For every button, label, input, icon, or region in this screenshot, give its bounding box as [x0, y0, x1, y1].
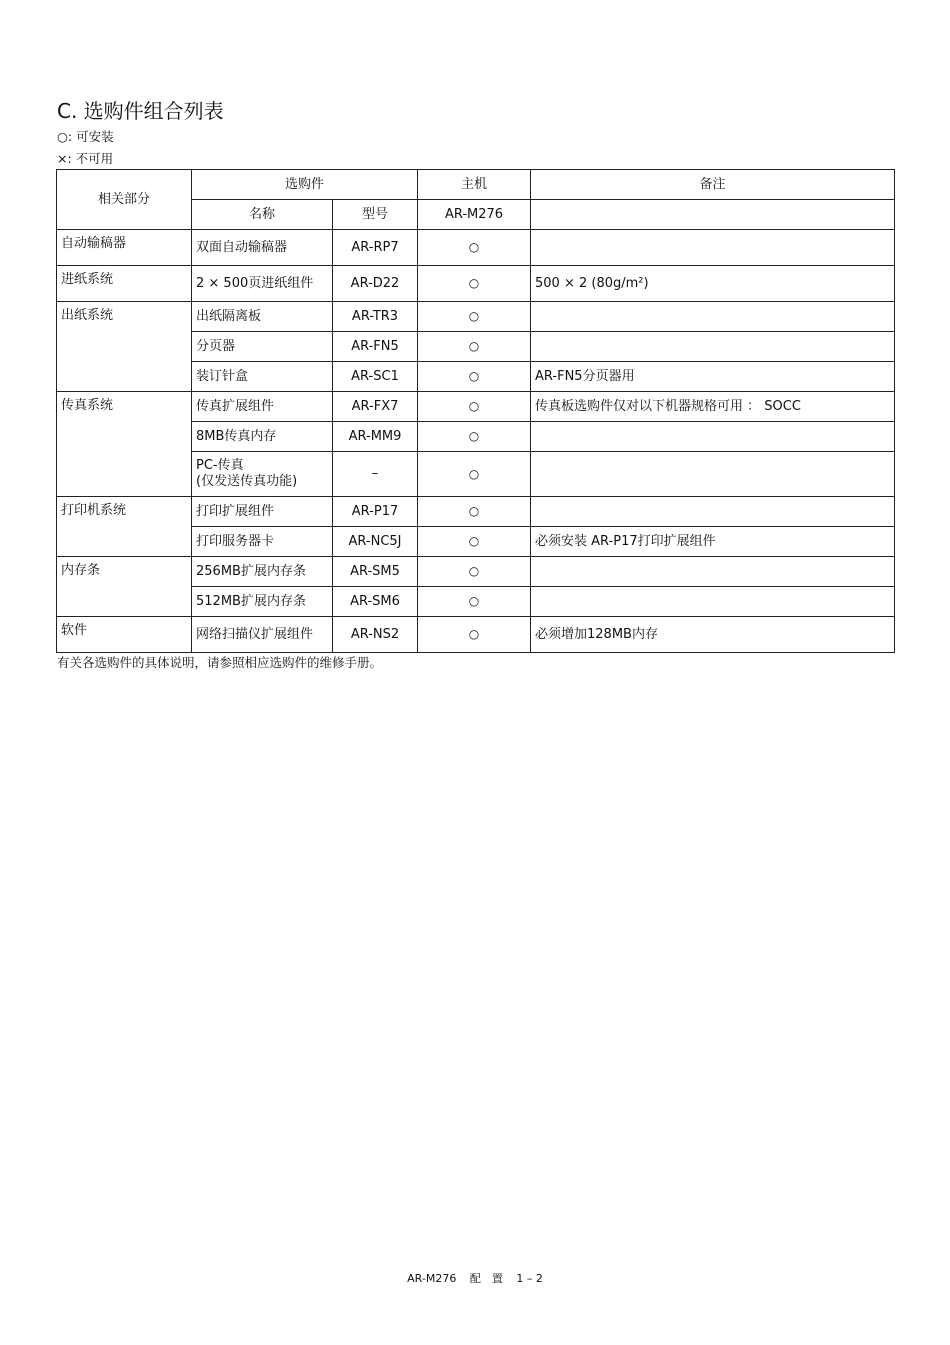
header-related-part: 相关部分	[57, 170, 192, 230]
table-row	[57, 557, 895, 587]
legend-text: : 不可用	[67, 151, 114, 166]
cell-availability	[418, 452, 531, 497]
cell-remark	[531, 557, 895, 587]
section-title: C. 选购件组合列表	[57, 99, 224, 123]
cell-availability	[418, 527, 531, 557]
installable-circle-icon: ○	[468, 627, 480, 641]
cell-option-name: 256MB扩展内存条	[192, 557, 333, 587]
cell-option-name	[192, 452, 333, 497]
installable-circle-icon: ○	[468, 504, 480, 518]
cell-availability	[418, 302, 531, 332]
table-row	[57, 302, 895, 332]
legend-unavailable	[57, 149, 113, 167]
cell-availability	[418, 266, 531, 302]
cell-model: AR-SM5	[333, 557, 418, 587]
cell-related-part: 软件	[57, 617, 192, 653]
cell-model: AR-NS2	[333, 617, 418, 653]
cell-remark: 必须安装 AR-P17打印扩展组件	[531, 527, 895, 557]
cell-option-name: 分页器	[192, 332, 333, 362]
cell-related-part: 进纸系统	[57, 266, 192, 302]
footnote: 有关各选购件的具体说明，请参照相应选购件的维修手册。	[57, 655, 383, 670]
cell-remark: AR-FN5分页器用	[531, 362, 895, 392]
cell-option-name: 2 × 500页进纸组件	[192, 266, 333, 302]
installable-circle-icon: ○	[468, 594, 480, 608]
cell-option-name: 网络扫描仪扩展组件	[192, 617, 333, 653]
cell-option-name: 传真扩展组件	[192, 392, 333, 422]
cell-availability	[418, 392, 531, 422]
footer-section: 配 置	[469, 1272, 503, 1285]
cell-remark	[531, 230, 895, 266]
cell-model: AR-P17	[333, 497, 418, 527]
installable-circle-icon: ○	[468, 564, 480, 578]
cell-availability	[418, 497, 531, 527]
cell-option-name: 512MB扩展内存条	[192, 587, 333, 617]
cell-availability	[418, 332, 531, 362]
cell-remark	[531, 332, 895, 362]
footer-page: 1 – 2	[516, 1272, 543, 1285]
legend-installable	[57, 127, 114, 145]
cell-related-part: 传真系统	[57, 392, 192, 497]
cell-option-name: 双面自动输稿器	[192, 230, 333, 266]
cell-remark: 500 × 2 (80g/m²)	[531, 266, 895, 302]
cell-model: AR-RP7	[333, 230, 418, 266]
cell-option-name: 8MB传真内存	[192, 422, 333, 452]
cell-remark: 传真板选购件仅对以下机器规格可用 ： SOCC	[531, 392, 895, 422]
cell-availability	[418, 422, 531, 452]
cell-model: AR-SC1	[333, 362, 418, 392]
options-table	[56, 169, 895, 653]
header-main-model: AR-M276	[418, 200, 531, 230]
header-main-unit: 主机	[418, 170, 531, 200]
cell-option-name: 打印服务器卡	[192, 527, 333, 557]
installable-circle-icon: ○	[468, 276, 480, 290]
cell-option-name: 出纸隔离板	[192, 302, 333, 332]
table-row	[57, 617, 895, 653]
cell-related-part: 出纸系统	[57, 302, 192, 392]
cell-availability	[418, 557, 531, 587]
installable-circle-icon: ○	[468, 429, 480, 443]
cell-availability	[418, 617, 531, 653]
cell-remark: 必须增加128MB内存	[531, 617, 895, 653]
page-footer	[0, 1270, 950, 1286]
cell-availability	[418, 587, 531, 617]
cell-availability	[418, 230, 531, 266]
cell-model: AR-MM9	[333, 422, 418, 452]
installable-circle-icon: ○	[468, 534, 480, 548]
installable-circle-icon: ○	[468, 240, 480, 254]
header-remarks-blank	[531, 200, 895, 230]
cell-availability	[418, 362, 531, 392]
cell-related-part: 打印机系统	[57, 497, 192, 557]
legend-symbol: ×	[57, 151, 68, 166]
installable-circle-icon: ○	[468, 399, 480, 413]
header-remarks: 备注	[531, 170, 895, 200]
option-name-line1: PC-传真	[196, 458, 244, 473]
table-row	[57, 497, 895, 527]
legend-text: : 可安装	[67, 129, 114, 144]
table-row	[57, 230, 895, 266]
cell-remark	[531, 422, 895, 452]
cell-remark	[531, 302, 895, 332]
footer-model: AR-M276	[407, 1272, 457, 1285]
cell-remark	[531, 587, 895, 617]
cell-model: –	[333, 452, 418, 497]
cell-model: AR-FN5	[333, 332, 418, 362]
cell-remark	[531, 452, 895, 497]
table-header-row	[57, 170, 895, 200]
header-option: 选购件	[192, 170, 418, 200]
cell-related-part: 内存条	[57, 557, 192, 617]
table-row	[57, 266, 895, 302]
cell-model: AR-D22	[333, 266, 418, 302]
cell-model: AR-FX7	[333, 392, 418, 422]
cell-related-part: 自动输稿器	[57, 230, 192, 266]
cell-model: AR-NC5J	[333, 527, 418, 557]
table-row	[57, 392, 895, 422]
cell-option-name: 打印扩展组件	[192, 497, 333, 527]
header-name: 名称	[192, 200, 333, 230]
installable-circle-icon: ○	[468, 369, 480, 383]
cell-remark	[531, 497, 895, 527]
installable-circle-icon: ○	[468, 466, 480, 481]
installable-circle-icon: ○	[468, 309, 480, 323]
cell-option-name: 装订针盒	[192, 362, 333, 392]
option-name-line2: (仅发送传真功能)	[196, 474, 298, 489]
installable-circle-icon: ○	[468, 339, 480, 353]
cell-model: AR-TR3	[333, 302, 418, 332]
cell-model: AR-SM6	[333, 587, 418, 617]
legend-symbol: ○	[57, 129, 68, 144]
header-model: 型号	[333, 200, 418, 230]
